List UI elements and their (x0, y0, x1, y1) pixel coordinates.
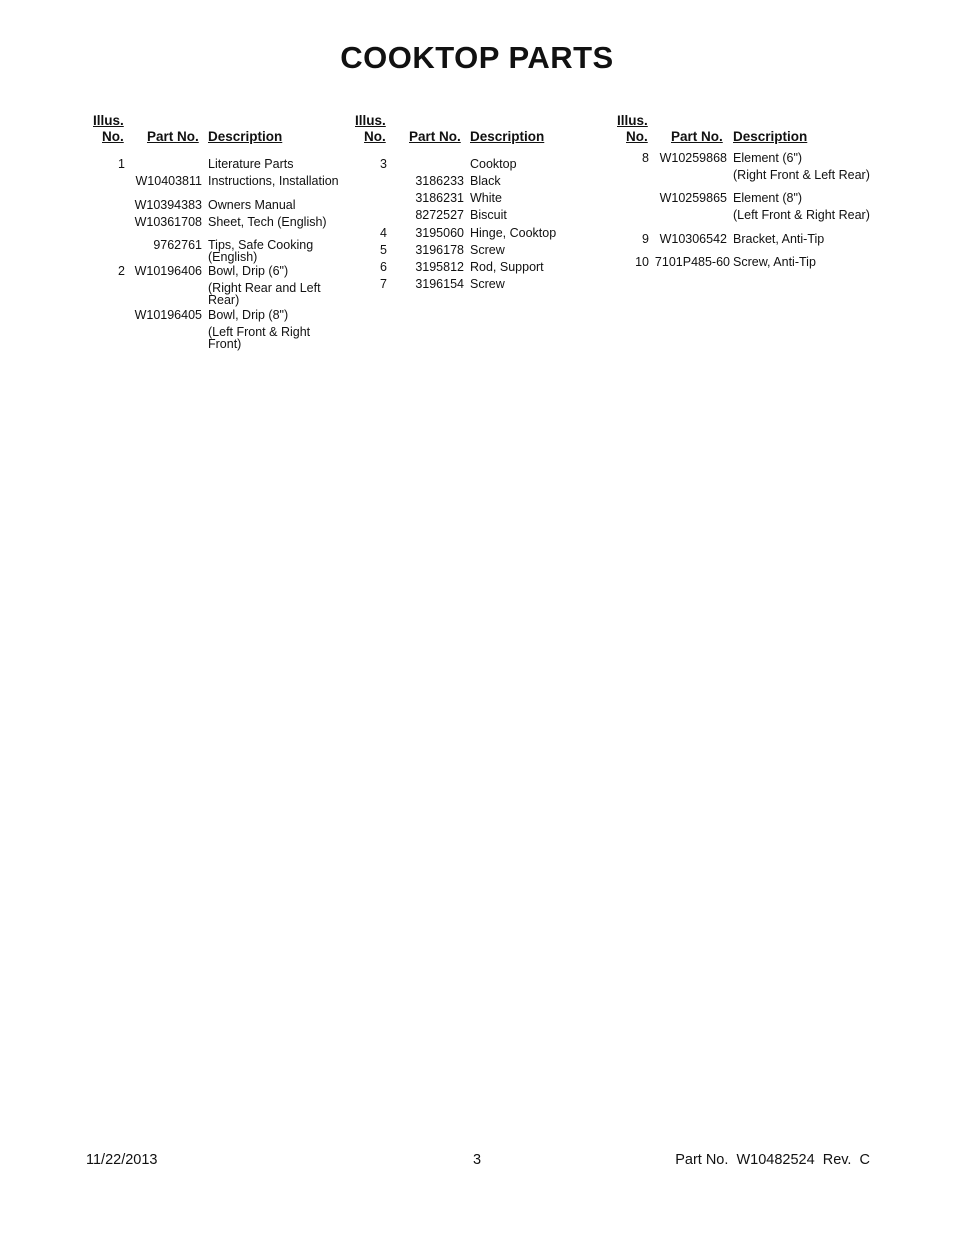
part-no-header: Part No. (147, 129, 199, 144)
description: Bowl, Drip (8") (208, 308, 289, 322)
description: Bracket, Anti-Tip (733, 232, 825, 246)
part-no: 3195812 (415, 260, 464, 274)
description: (Left Front & Right Rear) (733, 208, 870, 222)
part-no: W10306542 (659, 232, 727, 246)
page-title: COOKTOP PARTS (340, 40, 614, 75)
description-header: Description (208, 129, 283, 144)
description: Screw, Anti-Tip (733, 255, 816, 269)
part-no: 3195060 (415, 226, 464, 240)
description: Literature Parts (208, 157, 294, 171)
description: Screw (470, 243, 505, 257)
part-no: W10196406 (134, 264, 202, 278)
part-no: 3186231 (415, 191, 464, 205)
part-no: 7101P485-60 (654, 255, 730, 269)
illus-no: 2 (118, 264, 125, 278)
part-no: W10361708 (134, 215, 202, 229)
description: Tips, Safe Cooking (English) (208, 238, 314, 264)
illus-no: 4 (380, 226, 387, 240)
part-no: W10259865 (659, 191, 727, 205)
illus-header: Illus. (355, 113, 386, 128)
description: Black (470, 174, 501, 188)
description: Instructions, Installation (208, 174, 339, 188)
illus-no: 8 (642, 151, 649, 165)
description: Rod, Support (470, 260, 544, 274)
footer-page-number: 3 (473, 1152, 482, 1168)
description: Bowl, Drip (6") (208, 264, 289, 278)
illus-no-header: No. (102, 129, 124, 144)
part-no: W10259868 (659, 151, 727, 165)
illus-header: Illus. (617, 113, 648, 128)
illus-no: 3 (380, 157, 387, 171)
part-no: W10394383 (134, 198, 202, 212)
description: Sheet, Tech (English) (208, 215, 327, 229)
part-no: 3196178 (415, 243, 464, 257)
part-no-header: Part No. (409, 129, 461, 144)
part-no: W10403811 (135, 174, 202, 188)
part-no-header: Part No. (671, 129, 723, 144)
description: Screw (470, 277, 505, 291)
part-no: 8272527 (415, 208, 464, 222)
description: Element (8") (733, 191, 803, 205)
illus-no: 9 (642, 232, 649, 246)
part-no: 3186233 (415, 174, 464, 188)
part-no: 3196154 (415, 277, 464, 291)
description-header: Description (470, 129, 545, 144)
description: (Right Rear and Left Rear) (208, 281, 321, 307)
footer-date: 11/22/2013 (86, 1152, 158, 1168)
description: (Right Front & Left Rear) (733, 168, 870, 182)
description-header: Description (733, 129, 808, 144)
description: (Left Front & Right Front) (208, 325, 311, 351)
illus-no-header: No. (364, 129, 386, 144)
illus-header: Illus. (93, 113, 124, 128)
illus-no: 10 (635, 255, 649, 269)
description: Cooktop (470, 157, 517, 171)
illus-no-header: No. (626, 129, 648, 144)
illus-no: 1 (118, 157, 125, 171)
part-no: W10196405 (134, 308, 202, 322)
footer-part-number: Part No. W10482524 Rev. C (675, 1152, 870, 1168)
description: Biscuit (470, 208, 507, 222)
illus-no: 5 (380, 243, 387, 257)
illus-no: 7 (380, 277, 387, 291)
description: White (470, 191, 502, 205)
description: Element (6") (733, 151, 803, 165)
part-no: 9762761 (153, 238, 202, 252)
description: Hinge, Cooktop (470, 226, 557, 240)
illus-no: 6 (380, 260, 387, 274)
description: Owners Manual (208, 198, 296, 212)
